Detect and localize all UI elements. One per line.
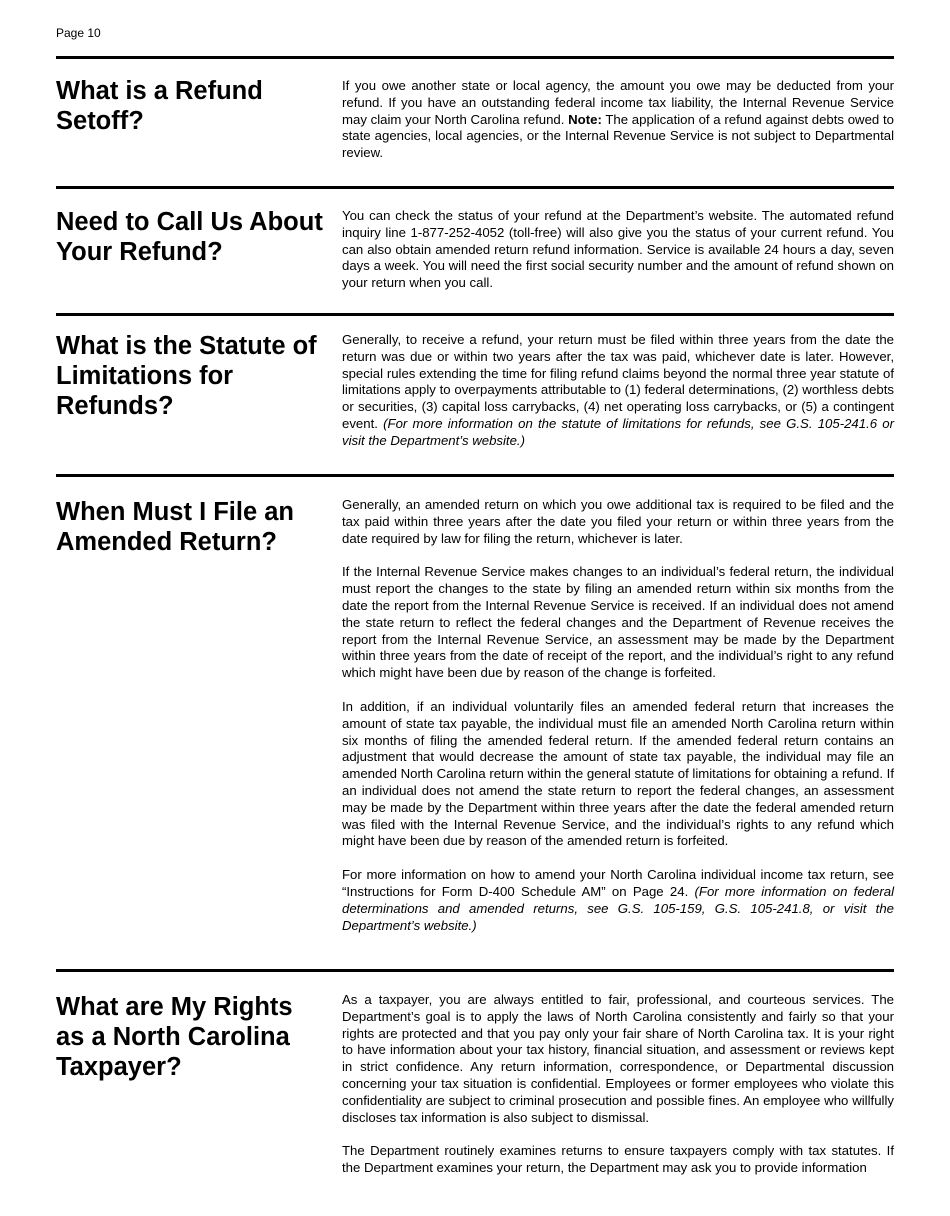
- text-run: You can check the status of your refund at the Department’s website. The automated refund inquiry line 1-877-252-4052 (toll-free) will also give you the status of your current refund. You can also obtain amended return refund information. Service is available 24 hours a day, seven days a week. You will need the first social security number and the amount of refund shown on your return when you call.: [342, 208, 894, 291]
- section-divider: [56, 56, 894, 59]
- section-divider: [56, 313, 894, 316]
- body-paragraph: [342, 78, 894, 162]
- section-body: [342, 497, 894, 934]
- section-heading: What are My Rights as a North Carolina Taxpayer?: [56, 993, 293, 1081]
- text-run: Generally, an amended return on which you owe additional tax is required to be filed and the tax paid within three years after the date you filed your return or within three years from the date required by law for filing the return, whichever is later.: [342, 497, 894, 546]
- body-paragraph: [342, 497, 894, 547]
- body-paragraph: [342, 699, 894, 850]
- section-body: [342, 332, 894, 450]
- body-paragraph: [342, 332, 894, 450]
- body-paragraph: [342, 992, 894, 1126]
- italic-note: (For more information on the statute of limitations for refunds, see G.S. 105-241.6 or visit the Department’s website.): [342, 415, 895, 448]
- section-heading: When Must I File an Amended Return?: [56, 498, 295, 556]
- body-paragraph: [342, 867, 894, 934]
- body-paragraph: [342, 208, 894, 292]
- text-run: Generally, to receive a refund, your return must be filed within three years from the date the return was due or within two years after the tax was paid, whichever date is later. However, special rules extending the time for filing refund claims beyond the normal three year statute of limitations apply to overpayments attributable to (1) federal determinations, (2) worthless debts or securities, (3) capital loss carrybacks, (4) net operating loss carrybacks, or (5) a contingent event.: [342, 332, 894, 431]
- section-body: [342, 992, 894, 1177]
- text-run: The application of a refund against debts owed to state agencies, local agencies, or the Internal Revenue Service is not subject to Departmental review.: [342, 111, 894, 161]
- text-run: As a taxpayer, you are always entitled to fair, professional, and courteous services. The Department’s goal is to apply the laws of North Carolina consistently and fairly so that your rights are protected and that you pay only your fair share of North Carolina tax. It is your right to have information about your tax history, financial situation, and assessment or reviews kept in strict confidence. Any return information, correspondence, or Departmental discussion concerning your tax situation is confidential. Employees or former employees who violate this confidentiality are subject to criminal prosecution and possible fines. An employee who willfully discloses tax information is also subject to dismissal.: [342, 992, 894, 1125]
- text-run: For more information on how to amend your North Carolina individual income tax return, see “Instructions for Form D-400 Schedule AM” on Page 24.: [342, 867, 894, 899]
- text-run: In addition, if an individual voluntarily files an amended federal return that increases the amount of state tax payable, the individual must file an amended North Carolina return within six months of filing the amended federal return. If the amended federal return contains an adjustment that would decrease the amount of state tax payable, the individual may file an amended North Carolina return within the general statute of limitations for obtaining a refund. If an individual does not amend the state return to report the federal changes, an assessment may be made by the Department within three years after the date the federal amended return was filed with the Internal Revenue Service, and the individual’s rights to any refund which might have been due by reason of the amended return is forfeited.: [342, 698, 894, 849]
- section-divider: [56, 186, 894, 189]
- section-body: [342, 78, 894, 162]
- section-heading: What is a Refund Setoff?: [56, 77, 263, 135]
- section-heading: What is the Statute of Limitations for Refunds?: [56, 332, 317, 420]
- text-run: If you owe another state or local agency, the amount you owe may be deducted from your refund. If you have an outstanding federal income tax liability, the Internal Revenue Service may claim your North Carolina refund.: [342, 78, 894, 127]
- text-run: If the Internal Revenue Service makes changes to an individual’s federal return, the individual must report the changes to the state by filing an amended return within six months from the date the report from the Internal Revenue Service is received. If an individual does not amend the state return to reflect the federal changes and the Department of Revenue receives the report from the Internal Revenue Service, an assessment may be made by the Department within three years from the date of receipt of the report, and the individual’s right to any refund which might have been due by reason of the change is forfeited.: [342, 564, 894, 681]
- italic-note: (For more information on federal determinations and amended returns, see G.S. 105-159, G.S. 105-241.8, or visit the Department’s website.): [342, 883, 894, 933]
- section-body: [342, 208, 894, 292]
- section-heading: Need to Call Us About Your Refund?: [56, 208, 323, 266]
- section-divider: [56, 969, 894, 972]
- bold-text: Note:: [568, 111, 602, 127]
- body-paragraph: [342, 1143, 894, 1177]
- page-number: Page 10: [56, 26, 101, 40]
- section-divider: [56, 474, 894, 477]
- body-paragraph: [342, 564, 894, 682]
- text-run: The Department routinely examines returns to ensure taxpayers comply with tax statutes. If the Department examines your return, the Department may ask you to provide information: [342, 1143, 894, 1176]
